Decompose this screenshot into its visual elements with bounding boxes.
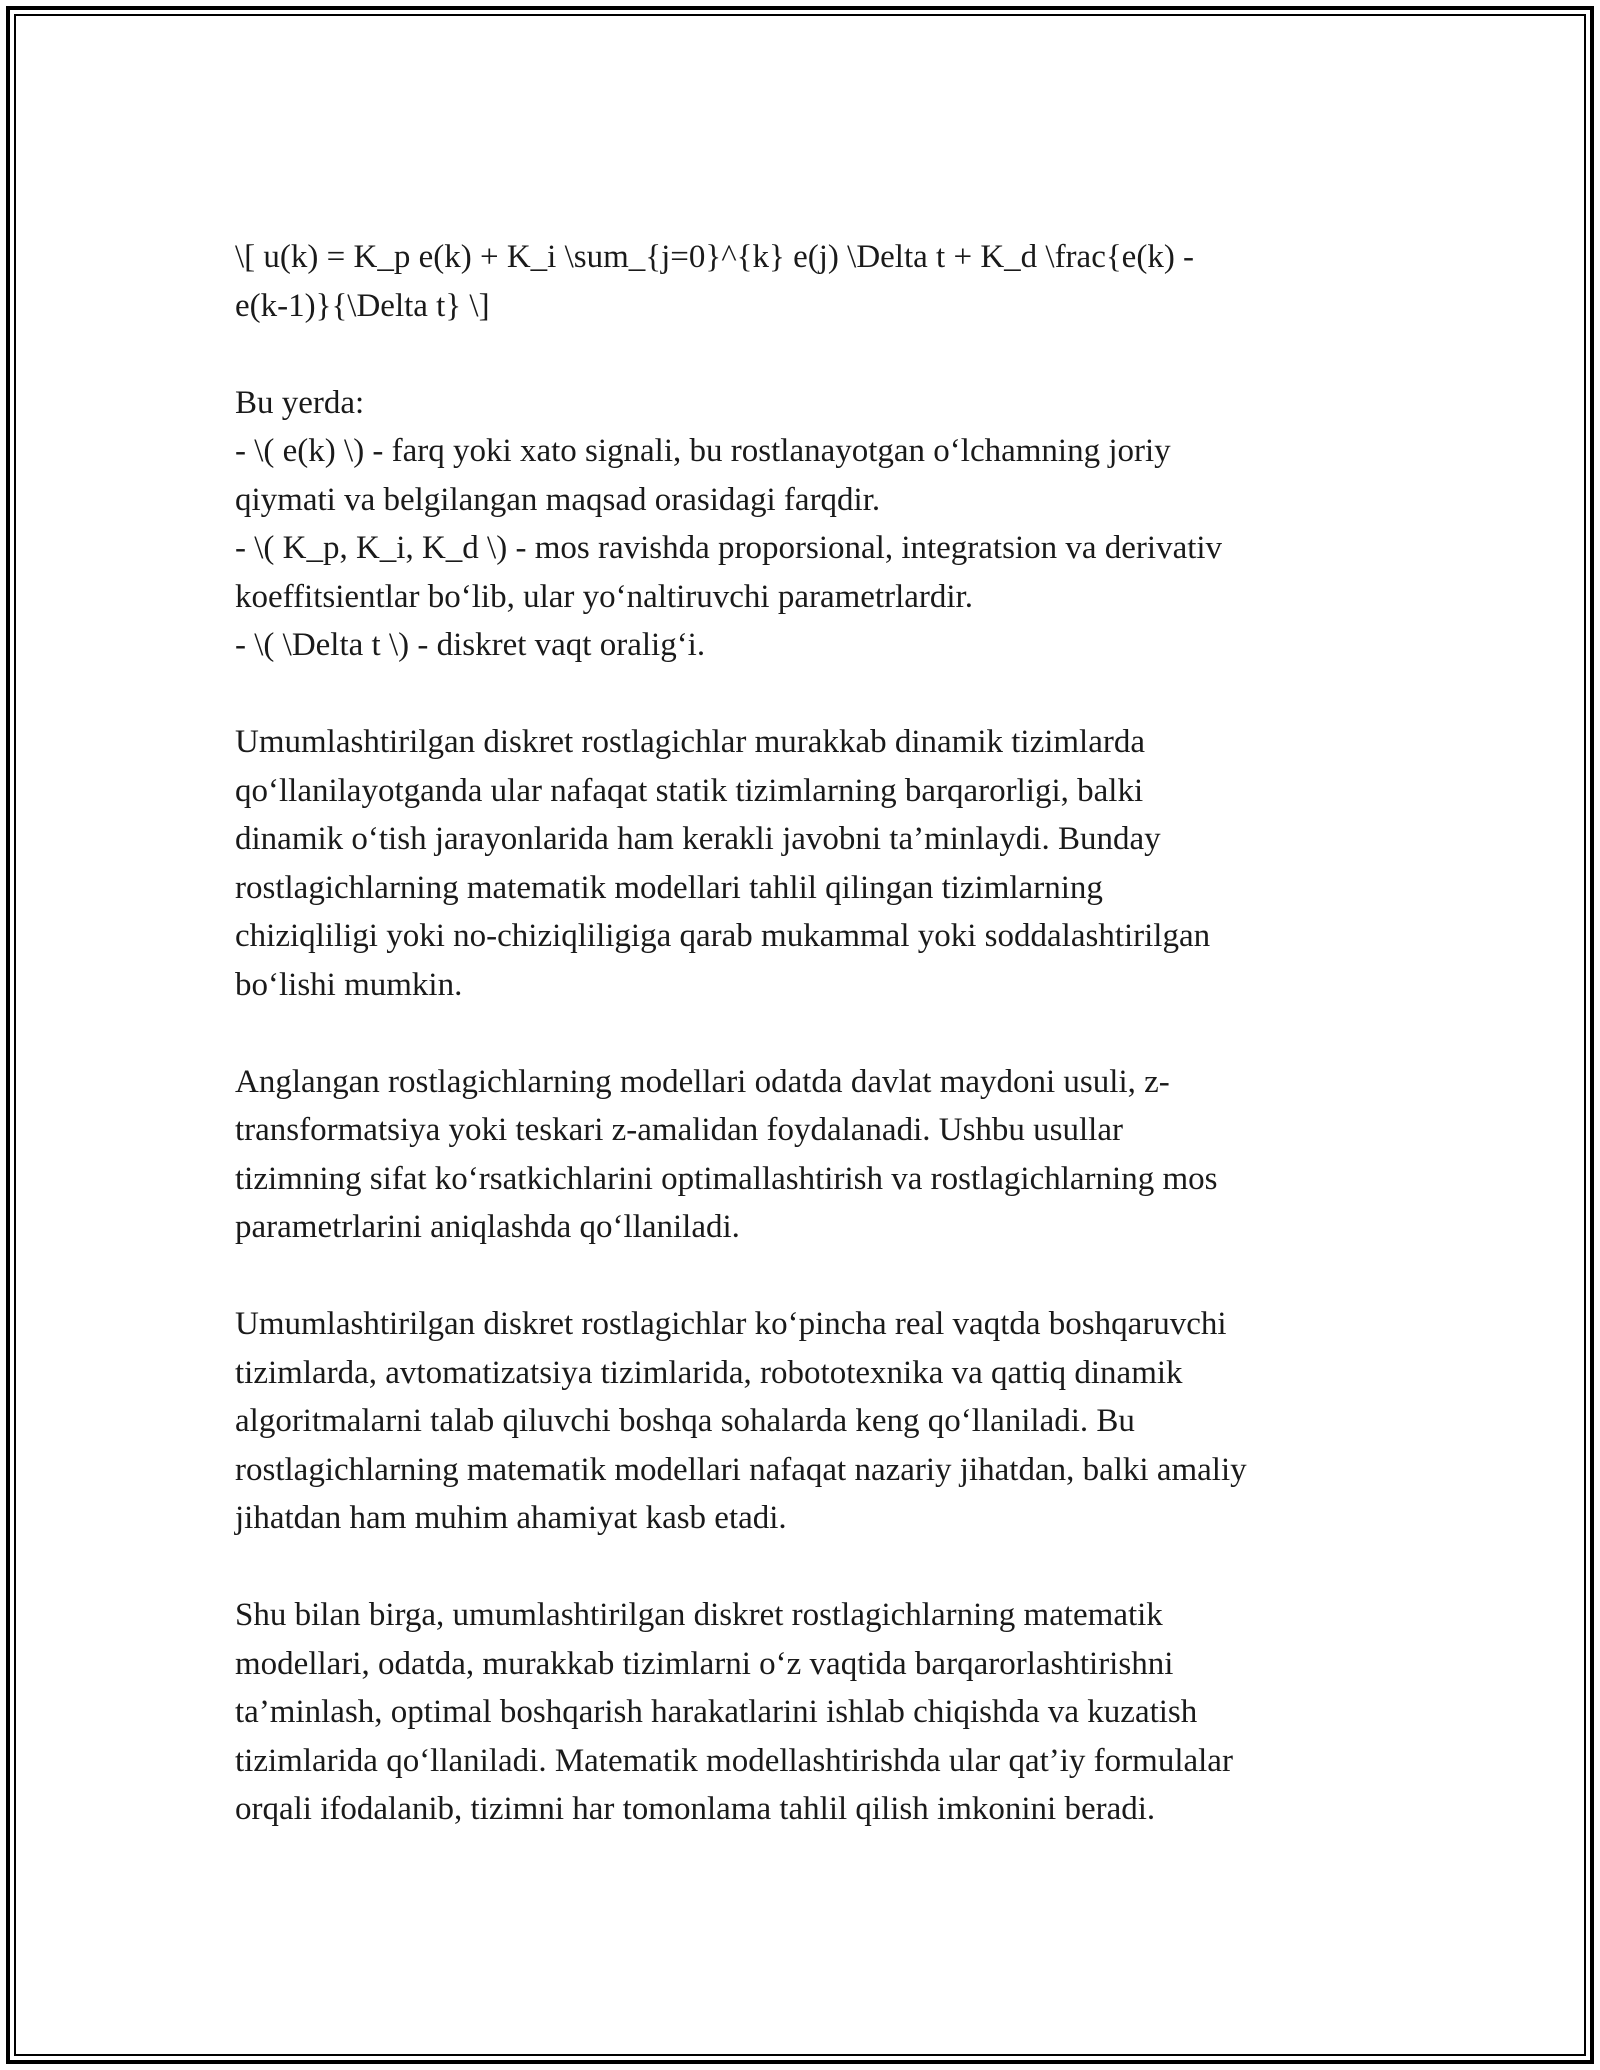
paragraph-line: tizimlarda, avtomatizatsiya tizimlarida, robototexnika va qattiq dinamik — [235, 1354, 1183, 1391]
paragraph-line: Umumlashtirilgan diskret rostlagichlar murakkab dinamik tizimlarda — [235, 724, 1146, 760]
paragraph-line: jihatdan ham muhim ahamiyat kasb etadi. — [235, 1500, 787, 1536]
paragraph-line: parametrlarini aniqlashda qo‘llaniladi. — [235, 1209, 740, 1245]
paragraph-line: transformatsiya yoki teskari z-amalidan foydalanadi. Ushbu usullar — [235, 1112, 1123, 1148]
definitions-block — [235, 379, 1370, 670]
definitions-heading: Bu yerda: — [235, 384, 365, 421]
formula-line: \[ u(k) = K_p e(k) + K_i \sum_{j=0}^{k} e(j) \Delta t + K_d \frac{e(k) - — [235, 239, 1195, 275]
document-body — [235, 233, 1370, 1882]
paragraph-3 — [235, 1300, 1370, 1543]
paragraph-1 — [235, 718, 1370, 1009]
paragraph-line: qo‘llanilayotganda ular nafaqat statik tizimlarning barqarorligi, balki — [235, 772, 1144, 809]
formula-block — [235, 233, 1370, 330]
definition-line: - \( \Delta t \) - diskret vaqt oralig‘i. — [235, 627, 706, 663]
paragraph-line: Umumlashtirilgan diskret rostlagichlar ko‘pincha real vaqtda boshqaruvchi — [235, 1306, 1227, 1342]
definition-line: koeffitsientlar bo‘lib, ular yo‘naltiruvchi parametrlardir. — [235, 578, 973, 615]
paragraph-line: ta’minlash, optimal boshqarish harakatlarini ishlab chiqishda va kuzatish — [235, 1694, 1198, 1730]
paragraph-2 — [235, 1058, 1370, 1252]
paragraph-line: bo‘lishi mumkin. — [235, 966, 463, 1003]
paragraph-line: dinamik o‘tish jarayonlarida ham kerakli javobni ta’minlaydi. Bunday — [235, 821, 1161, 857]
paragraph-line: modellari, odatda, murakkab tizimlarni o‘z vaqtida barqarorlashtirishni — [235, 1645, 1174, 1682]
paragraph-line: tizimning sifat ko‘rsatkichlarini optimallashtirish va rostlagichlarning mos — [235, 1160, 1218, 1197]
paragraph-line: Shu bilan birga, umumlashtirilgan diskret rostlagichlarning matematik — [235, 1597, 1163, 1633]
definition-line: qiymati va belgilangan maqsad orasidagi farqdir. — [235, 481, 881, 518]
paragraph-line: rostlagichlarning matematik modellari tahlil qilingan tizimlarning — [235, 869, 1103, 906]
paragraph-4 — [235, 1591, 1370, 1834]
definition-line: - \( e(k) \) - farq yoki xato signali, bu rostlanayotgan o‘lchamning joriy — [235, 433, 1171, 469]
paragraph-line: algoritmalarni talab qiluvchi boshqa sohalarda keng qo‘llaniladi. Bu — [235, 1403, 1135, 1439]
paragraph-line: rostlagichlarning matematik modellari nafaqat nazariy jihatdan, balki amaliy — [235, 1451, 1247, 1488]
paragraph-line: Anglangan rostlagichlarning modellari odatda davlat maydoni usuli, z- — [235, 1063, 1170, 1100]
paragraph-line: tizimlarida qo‘llaniladi. Matematik modellashtirishda ular qat’iy formulalar — [235, 1742, 1233, 1779]
formula-line: e(k-1)}{\Delta t} \] — [235, 287, 490, 324]
paragraph-line: chiziqliligi yoki no-chiziqliligiga qarab mukammal yoki soddalashtirilgan — [235, 918, 1211, 954]
definition-line: - \( K_p, K_i, K_d \) - mos ravishda proporsional, integratsion va derivativ — [235, 530, 1223, 566]
paragraph-line: orqali ifodalanib, tizimni har tomonlama tahlil qilish imkonini beradi. — [235, 1791, 1156, 1827]
